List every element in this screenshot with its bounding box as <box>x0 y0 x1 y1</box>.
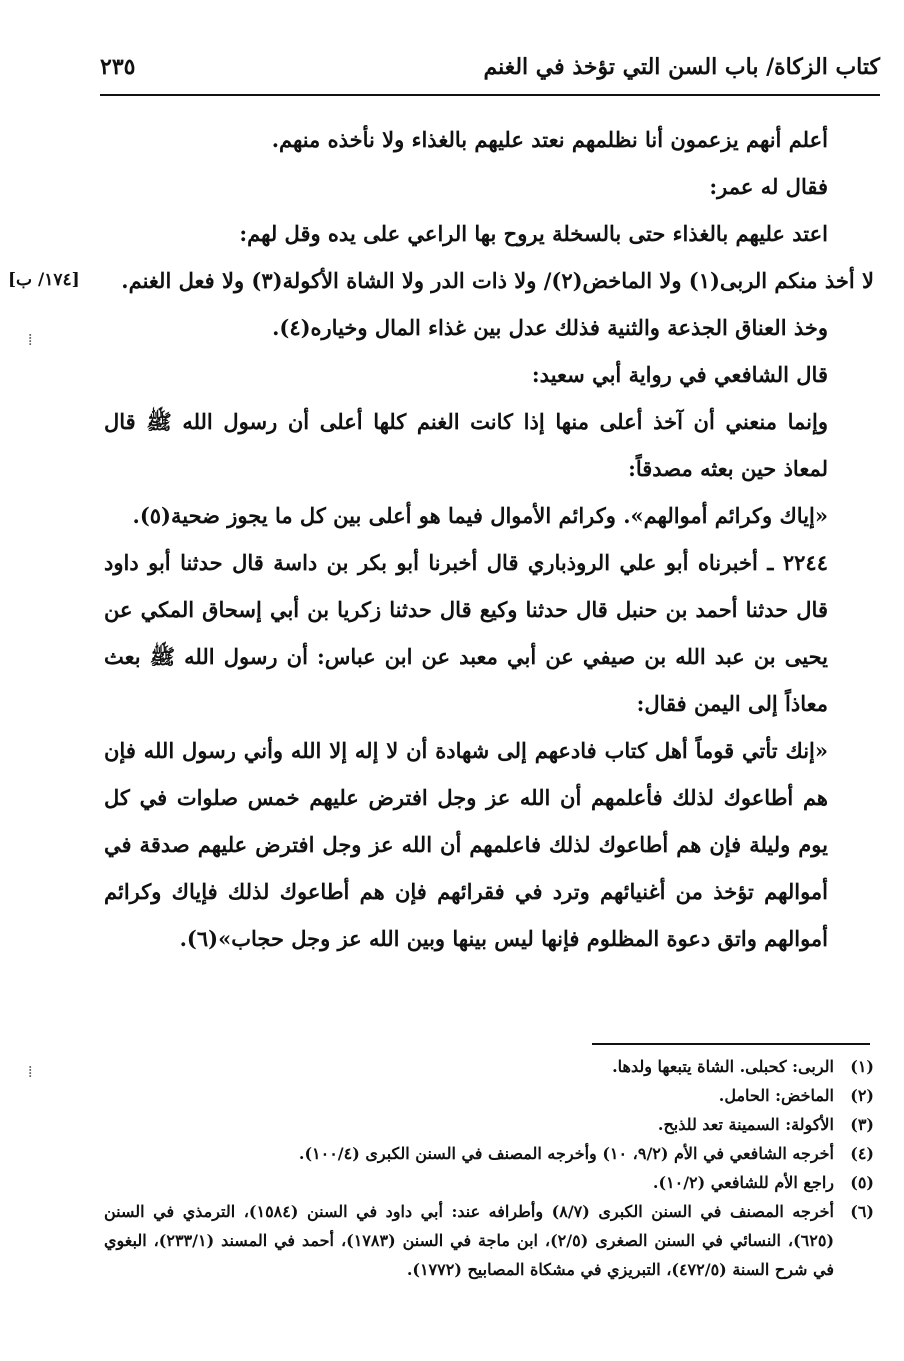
text-line: لا أخذ منكم الربى(١) ولا الماخض(٢)/ ولا ذات الدر ولا الشاة الأكولة(٣) ولا فعل الغنم. <box>121 268 874 293</box>
text-line: وإنما منعني أن آخذ أعلى منها إذا كانت الغنم كلها أعلى أن رسول الله ﷺ قال لمعاذ حين بعثه مصدقاً: <box>104 409 828 481</box>
hadith-text: «إنك تأتي قوماً أهل كتاب فادعهم إلى شهادة أن لا إله إلا الله وأني رسول الله فإن هم أطاعوك لذلك فأعلمهم أن الله عز وجل افترض عليهم خمس صلوات في كل يوم وليلة فإن هم أطاعوك لذلك فاعلمهم أن الله عز وجل افترض عليهم صدقة في أموالهم تؤخذ من أغنيائهم وترد في فقرائهم فإن هم أطاعوك لذلك فإياك وكرائم أموالهم واتق دعوة المظلوم فإنها ليس بينها وبين الله عز وجل حجاب»(٦). <box>104 738 828 951</box>
header-title: كتاب الزكاة/ باب السن التي تؤخذ في الغنم <box>483 54 880 80</box>
running-header <box>96 46 880 92</box>
footnote-text: الماخض: الحامل. <box>718 1086 834 1105</box>
margin-mark: ⁞ <box>28 330 33 349</box>
footnote-text: راجع الأم للشافعي (١٠/٢). <box>652 1173 834 1192</box>
footnote-number: (٣) <box>850 1115 874 1134</box>
footnote-number: (٦) <box>850 1202 874 1221</box>
hadith-isnad: أخبرناه أبو علي الروذباري قال أخبرنا أبو بكر بن داسة قال حدثنا أبو داود قال حدثنا أحمد بن حنبل قال حدثنا وكيع قال حدثنا زكريا بن أبي إسحاق المكي عن يحيى بن عبد الله بن صيفي عن أبي معبد عن ابن عباس: أن رسول الله ﷺ بعث معاذاً إلى اليمن فقال: <box>104 550 828 716</box>
main-text <box>104 116 874 962</box>
footnote <box>104 1168 874 1197</box>
text-line: فقال له عمر: <box>709 174 828 199</box>
footnote-number: (٤) <box>850 1144 874 1163</box>
hadith-paragraph <box>104 539 874 727</box>
text-line: وخذ العناق الجذعة والثنية فذلك عدل بين غذاء المال وخياره(٤). <box>272 315 828 340</box>
footnote <box>104 1110 874 1139</box>
footnote <box>104 1081 874 1110</box>
footnote-rule <box>592 1043 870 1045</box>
footnote-text: أخرجه المصنف في السنن الكبرى (٨/٧) وأطرافه عند: أبي داود في السنن (١٥٨٤)، الترمذي في السنن (٦٢٥)، النسائي في السنن الصغرى (٢/٥)، ابن ماجة في السنن (١٧٨٣)، أحمد في المسند (٢٣٣/١)، البغوي في شرح السنة (٤٧٢/٥)، التبريزي في مشكاة المصابيح (١٧٧٢). <box>104 1202 835 1279</box>
footnote <box>104 1139 874 1168</box>
footnote <box>104 1052 874 1081</box>
manuscript-folio-note: [١٧٤/ ب] <box>8 270 80 290</box>
text-line: اعتد عليهم بالغذاء حتى بالسخلة يروح بها الراعي على يده وقل لهم: <box>239 221 828 246</box>
header-rule <box>100 94 880 96</box>
page-number: ٢٣٥ <box>100 54 136 80</box>
footnote <box>104 1197 874 1284</box>
footnote-text: الأكولة: السمينة تعد للذبح. <box>657 1115 834 1134</box>
text-line: قال الشافعي في رواية أبي سعيد: <box>531 362 828 387</box>
footnote-text: الربى: كحبلى. الشاة يتبعها ولدها. <box>612 1057 834 1076</box>
hadith-number: ٢٢٤٤ ـ <box>767 550 828 575</box>
footnote-number: (١) <box>850 1057 874 1076</box>
text-line: أعلم أنهم يزعمون أنا نظلمهم نعتد عليهم بالغذاء ولا نأخذه منهم. <box>271 127 828 152</box>
footnote-number: (٥) <box>850 1173 874 1192</box>
footnotes <box>104 1052 874 1284</box>
margin-mark: ⁞ <box>28 1062 33 1081</box>
footnote-text: أخرجه الشافعي في الأم (٩/٢، ١٠) وأخرجه المصنف في السنن الكبرى (١٠٠/٤). <box>298 1144 834 1163</box>
footnote-number: (٢) <box>850 1086 874 1105</box>
text-line: «إياك وكرائم أموالهم». وكرائم الأموال فيما هو أعلى بين كل ما يجوز ضحية(٥). <box>132 503 828 528</box>
